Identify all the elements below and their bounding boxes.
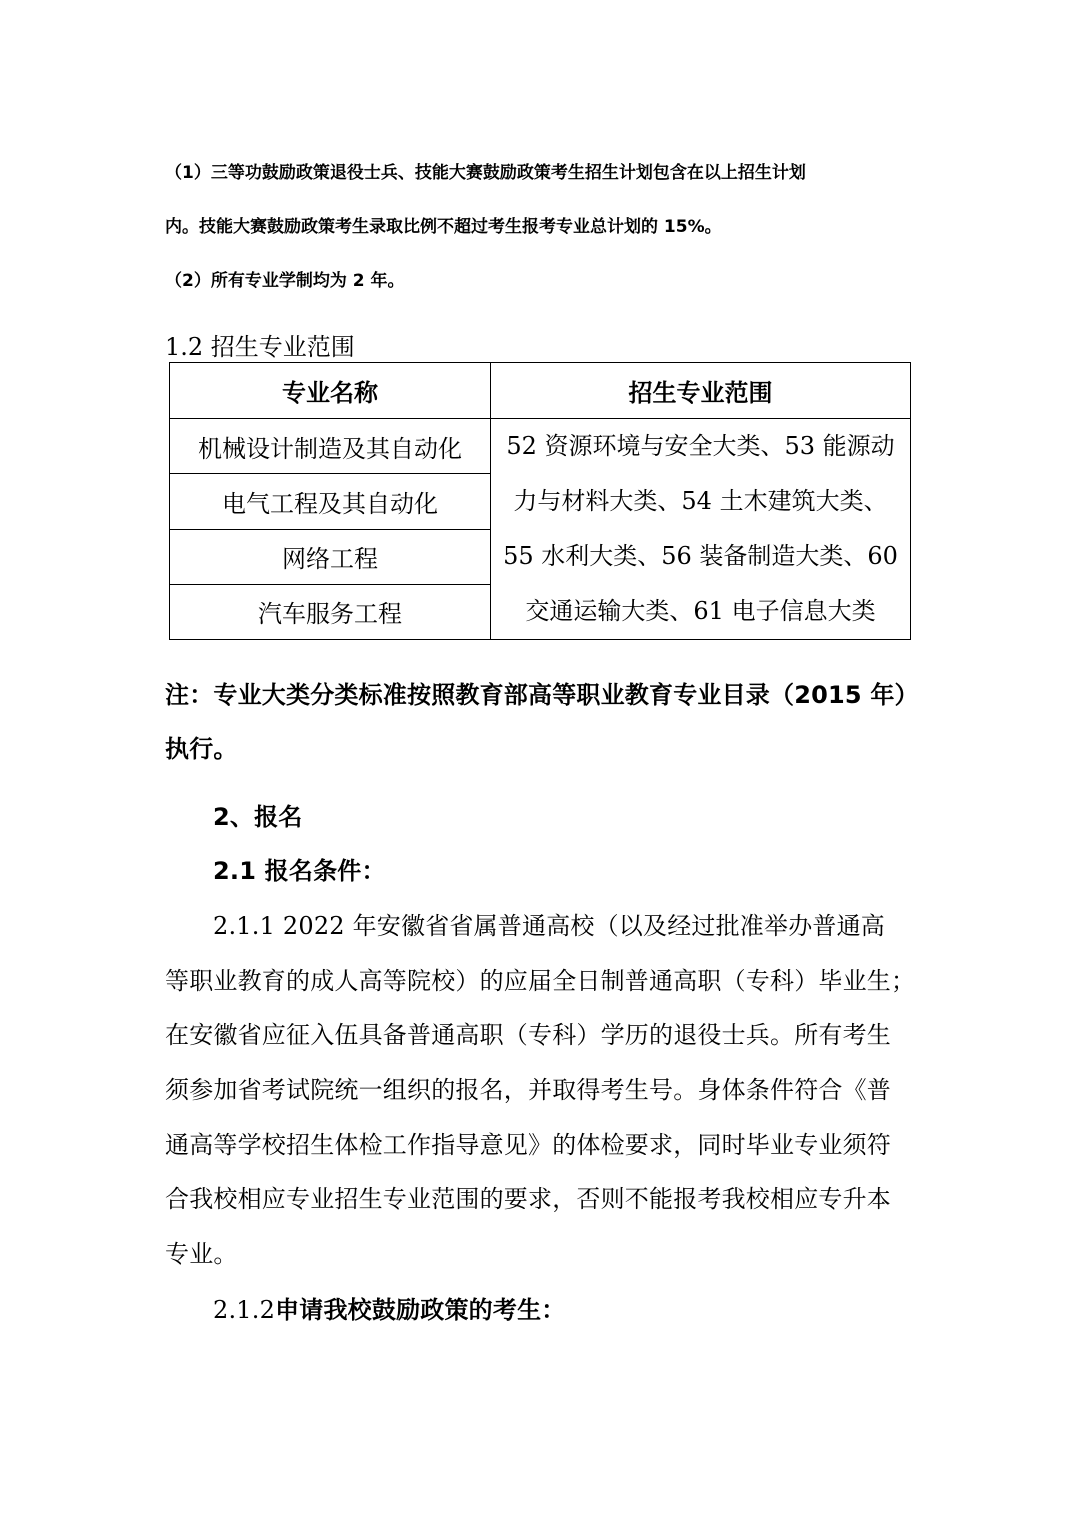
major-name-cell: 电气工程及其自动化 xyxy=(170,474,491,529)
para-line: 合我校相应专业招生专业范围的要求，否则不能报考我校相应专升本 xyxy=(165,1185,891,1213)
major-range-cell xyxy=(491,419,911,640)
major-name-cell: 汽车服务工程 xyxy=(170,584,491,639)
major-name-cell: 机械设计制造及其自动化 xyxy=(170,419,491,474)
policy-note-1: （1）三等功鼓励政策退役士兵、技能大赛鼓励政策考生招生计划包含在以上招生计划 xyxy=(165,163,806,183)
para-line: 须参加省考试院统一组织的报名，并取得考生号。身体条件符合《普 xyxy=(165,1076,891,1104)
range-line: 交通运输大类、61 电子信息大类 xyxy=(525,597,876,625)
header-major-name: 专业名称 xyxy=(170,363,491,419)
range-line: 52 资源环境与安全大类、53 能源动 xyxy=(506,432,895,460)
header-major-range: 招生专业范围 xyxy=(491,363,911,419)
majors-table xyxy=(169,362,911,640)
section-2-1-heading: 2.1 报名条件： xyxy=(213,857,386,885)
footnote-line-2: 执行。 xyxy=(165,735,238,763)
para-line: 在安徽省应征入伍具备普通高职（专科）学历的退役士兵。所有考生 xyxy=(165,1021,891,1049)
para-2-1-2-text: 申请我校鼓励政策的考生： xyxy=(275,1296,566,1324)
para-line: 2.1.1 2022 年安徽省省属普通高校（以及经过批准举办普通高 xyxy=(213,912,886,940)
major-name-cell: 网络工程 xyxy=(170,529,491,584)
para-line: 专业。 xyxy=(165,1240,238,1268)
para-2-1-2 xyxy=(213,1290,565,1325)
footnote-line-1: 注：专业大类分类标准按照教育部高等职业教育专业目录（2015 年） xyxy=(165,681,919,709)
policy-note-2: （2）所有专业学制均为 2 年。 xyxy=(165,271,405,291)
para-line: 等职业教育的成人高等院校）的应届全日制普通高职（专科）毕业生； xyxy=(165,967,916,995)
table-header-row xyxy=(170,363,911,419)
range-line: 55 水利大类、56 装备制造大类、60 xyxy=(503,542,898,570)
para-line: 通高等学校招生体检工作指导意见》的体检要求，同时毕业专业须符 xyxy=(165,1131,891,1159)
range-line: 力与材料大类、54 土木建筑大类、 xyxy=(513,487,888,515)
para-2-1-2-number: 2.1.2 xyxy=(213,1296,276,1324)
section-2-heading: 2、报名 xyxy=(213,803,303,831)
policy-note-1-cont: 内。技能大赛鼓励政策考生录取比例不超过考生报考专业总计划的 15%。 xyxy=(165,217,722,237)
table-row xyxy=(170,419,911,474)
section-1-2-heading: 1.2 招生专业范围 xyxy=(165,333,355,361)
